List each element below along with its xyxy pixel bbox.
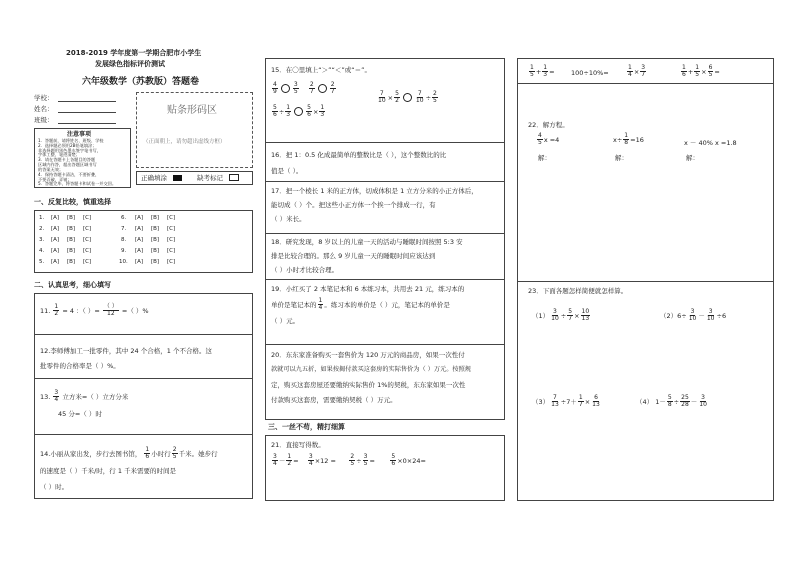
option-b[interactable]: [B] [151, 215, 160, 221]
choice-num: 5. [39, 259, 45, 265]
calc-2: （2）6÷ $\frac{3}{10}$ － $\frac{3}{10}$ ÷6 [660, 308, 727, 323]
school-field[interactable] [58, 101, 116, 102]
option-a[interactable]: [A] [51, 226, 60, 232]
barcode-region [136, 92, 253, 168]
option-b[interactable]: [B] [151, 237, 160, 243]
choice-num: 10. [119, 259, 128, 265]
solve-label-3: 解： [686, 154, 699, 162]
equation-3: x － 40% x =1.8 [684, 139, 737, 147]
option-b[interactable]: [B] [67, 237, 76, 243]
compare-circle[interactable] [294, 107, 303, 116]
right-panel [517, 58, 774, 501]
oral-calc-row-3: $\frac{1}{4}$ × $\frac{3}{7}$ [628, 64, 646, 79]
compare-circle[interactable] [403, 93, 412, 102]
option-c[interactable]: [C] [83, 226, 92, 232]
compare-circle[interactable] [281, 84, 290, 93]
compare-row-1b: $\frac{7}{10}$ × $\frac{5}{2}$ $\frac{7}{10}$ ÷ $\frac{2}{5}$ [378, 90, 437, 105]
notice-line: 非选择题用黑色墨水签字笔书写， [38, 147, 101, 153]
option-b[interactable]: [B] [67, 248, 76, 254]
barcode-note: （正面朝上，请勿超出虚线方框） [143, 139, 226, 145]
option-a[interactable]: [A] [135, 237, 144, 243]
choice-num: 8. [121, 237, 127, 243]
question-19: 19．小红买了 2 本笔记本和 6 本练习本，共用去 21 元，练习本的 单价是笔记本的 $\frac{1}{4}$ 。练习本的单价是（ ）元，笔记本的单价是 （ ）元。 [271, 285, 465, 325]
section2-title: 二、认真思考，细心填写 [34, 281, 111, 289]
name-label: 姓名： [34, 105, 54, 113]
option-a[interactable]: [A] [51, 215, 60, 221]
notice-line: 2．选择题必须用2B铅笔填涂； [38, 142, 97, 148]
missing-label: 缺考标记 [197, 174, 223, 182]
choice-num: 9. [121, 248, 127, 254]
solve-label-1: 解： [538, 154, 551, 162]
compare-row-1: $\frac{4}{9}$ $\frac{3}{5}$ $\frac{2}{7}$ $\frac{2}{7}$ [273, 81, 335, 96]
option-a[interactable]: [A] [135, 259, 144, 265]
calc-3: （3） $\frac{7}{13}$ ÷7＋ $\frac{1}{7}$ × $\frac{6}{13}$ [532, 394, 600, 409]
middle-panel [265, 58, 505, 420]
option-b[interactable]: [B] [151, 259, 160, 265]
question-11: 11. $\frac{1}{2}$ = 4 ：（ ）= $\frac{( )}{12}$ =（ ）% [40, 303, 149, 318]
header-line1: 2018-2019 学年度第一学期合肥市小学生 [66, 49, 202, 57]
notice-line: 字体工整、笔迹清楚； [38, 152, 80, 158]
section1-title: 一、反复比较，慎重选择 [34, 198, 111, 206]
option-c[interactable]: [C] [83, 237, 92, 243]
choice-num: 4. [39, 248, 45, 254]
choice-grid [34, 210, 253, 273]
question-15: 15．在〇里填上“＞”“＜”或“＝”。 [271, 66, 371, 74]
notice-line: 3．请在答题卡上各题目的答题 [38, 157, 96, 163]
barcode-title: 贴条形码区 [167, 105, 217, 116]
calc-4: （4） 1－ $\frac{5}{8}$ ÷ $\frac{25}{28}$ － $\frac{3}{10}$ [636, 394, 707, 409]
fill-example-label: 正确填涂 [141, 174, 167, 182]
filled-mark-icon [173, 175, 182, 181]
section3-title: 三、一丝不苟，精打细算 [268, 423, 345, 431]
choice-num: 7. [121, 226, 127, 232]
notice-line: 4．保持答题卡清洁，不要折叠， [38, 171, 100, 177]
page-title: 六年级数学（苏教版）答题卷 [82, 77, 200, 87]
option-c[interactable]: [C] [83, 259, 92, 265]
option-c[interactable]: [C] [167, 237, 176, 243]
option-c[interactable]: [C] [167, 215, 176, 221]
question-20: 20．东东家准备购买一套售价为 120 万元的商品房，如果一次性付 款就可以九五折，如果按揭付款买这套房的实际售价为（ ）万元。按照规 定，购买这套房屋还要缴纳实际售价 1%的契税，东东家如果一次性 付款购买这套房，需要缴纳契税（ ）万元。 [271, 351, 471, 404]
notice-line: 的答案无效； [38, 166, 64, 172]
option-a[interactable]: [A] [51, 259, 60, 265]
marks-box [136, 171, 253, 185]
notice-line: 5．答题完毕，将答题卡和试卷一并交回。 [38, 181, 117, 187]
compare-row-2: $\frac{5}{6}$ ÷ $\frac{1}{3}$ $\frac{5}{6}$ × $\frac{1}{3}$ [273, 104, 325, 119]
equation-1: $\frac{4}{5}$ x =4 [538, 132, 560, 147]
question-14: 14.小丽从家出发，步行去图书馆， $\frac{1}{6}$ 小时行 $\frac{2}{5}$ 千米。她步行 的速度是（ ）千米/时，行 1 千米需要的时间是 （ ）时。 [40, 446, 218, 491]
q21-box [265, 435, 505, 501]
header-line2: 发展绿色指标评价测试 [95, 60, 165, 68]
notice-line: 区域内作答，超出答题区域书写 [38, 162, 97, 168]
option-a[interactable]: [A] [135, 215, 144, 221]
question-22: 22．解方程。 [528, 121, 569, 129]
notice-line: 1．答题前，请将姓名、班级、学校 [38, 138, 104, 143]
equation-2: x÷ $\frac{1}{8}$ =16 [613, 132, 644, 147]
choice-num: 6. [121, 215, 127, 221]
option-a[interactable]: [A] [135, 248, 144, 254]
choice-num: 2. [39, 226, 45, 232]
name-field[interactable] [58, 112, 116, 113]
oral-calc-percent: 100÷10%= [571, 69, 609, 77]
option-a[interactable]: [A] [51, 237, 60, 243]
class-label: 班级： [34, 116, 54, 124]
question-16: 16．把 1：0.5 化成最简单的整数比是（ ），这个整数比的比 值是（ ）。 [271, 151, 447, 176]
question-23: 23．下面各题怎样简便就怎样算。 [528, 287, 628, 295]
option-a[interactable]: [A] [51, 248, 60, 254]
notice-line: 不要弄破、弄皱； [38, 176, 72, 182]
calc-1: （1） $\frac{3}{10}$ ÷ $\frac{5}{7}$ × $\frac{10}{13}$ [532, 308, 590, 323]
option-c[interactable]: [C] [167, 248, 176, 254]
oral-calc-row-4: $\frac{1}{6}$ + $\frac{1}{5}$ × $\frac{6}{5}$ = [682, 64, 720, 79]
question-18: 18．研究发现，8 岁以上的儿童一天的活动与睡眠时间按照 5:3 安 排是比较合理的。那么 9 岁儿童一天的睡眠时间应该达到 （ ）小时才比较合理。 [271, 238, 463, 275]
option-c[interactable]: [C] [83, 215, 92, 221]
notice-box [34, 128, 131, 188]
missing-checkbox[interactable] [229, 174, 239, 181]
question-12: 12.李师傅加工一批零件，其中 24 个合格，1 个不合格。这 批零件的合格率是（ ）%。 [40, 347, 212, 371]
option-b[interactable]: [B] [67, 215, 76, 221]
oral-calc-row-2: $\frac{1}{5}$ + $\frac{1}{3}$ = [530, 64, 555, 79]
option-c[interactable]: [C] [167, 226, 176, 232]
class-field[interactable] [58, 123, 116, 124]
fill-box [34, 293, 253, 499]
option-c[interactable]: [C] [83, 248, 92, 254]
compare-circle[interactable] [318, 84, 327, 93]
option-b[interactable]: [B] [67, 226, 76, 232]
oral-calc-row: $\frac{3}{4}$ － $\frac{1}{2}$ = $\frac{3}{4}$ ×12 = $\frac{2}{5}$ ÷ $\frac{3}{5}$ = $\frac{5}{6}$ ×0×24= [273, 453, 426, 468]
school-label: 学校： [34, 94, 54, 102]
choice-num: 1. [39, 215, 45, 221]
option-c[interactable]: [C] [167, 259, 176, 265]
option-b[interactable]: [B] [151, 226, 160, 232]
option-b[interactable]: [B] [67, 259, 76, 265]
option-b[interactable]: [B] [151, 248, 160, 254]
question-17: 17．把一个棱长 1 米的正方体，切成体积是 1 立方分米的小正方体后， 能切成（ ）个。把这些小正方体一个挨一个排成一行，有 （ ）米长。 [271, 187, 478, 224]
notice-title: 注意事项 [67, 131, 92, 138]
choice-num: 3. [39, 237, 45, 243]
option-a[interactable]: [A] [135, 226, 144, 232]
question-21: 21．直接写得数。 [271, 441, 325, 449]
solve-label-2: 解： [615, 154, 628, 162]
question-13: 13. $\frac{3}{4}$ 立方米=（ ）立方分米 45 分=（ ）时 [40, 389, 129, 418]
